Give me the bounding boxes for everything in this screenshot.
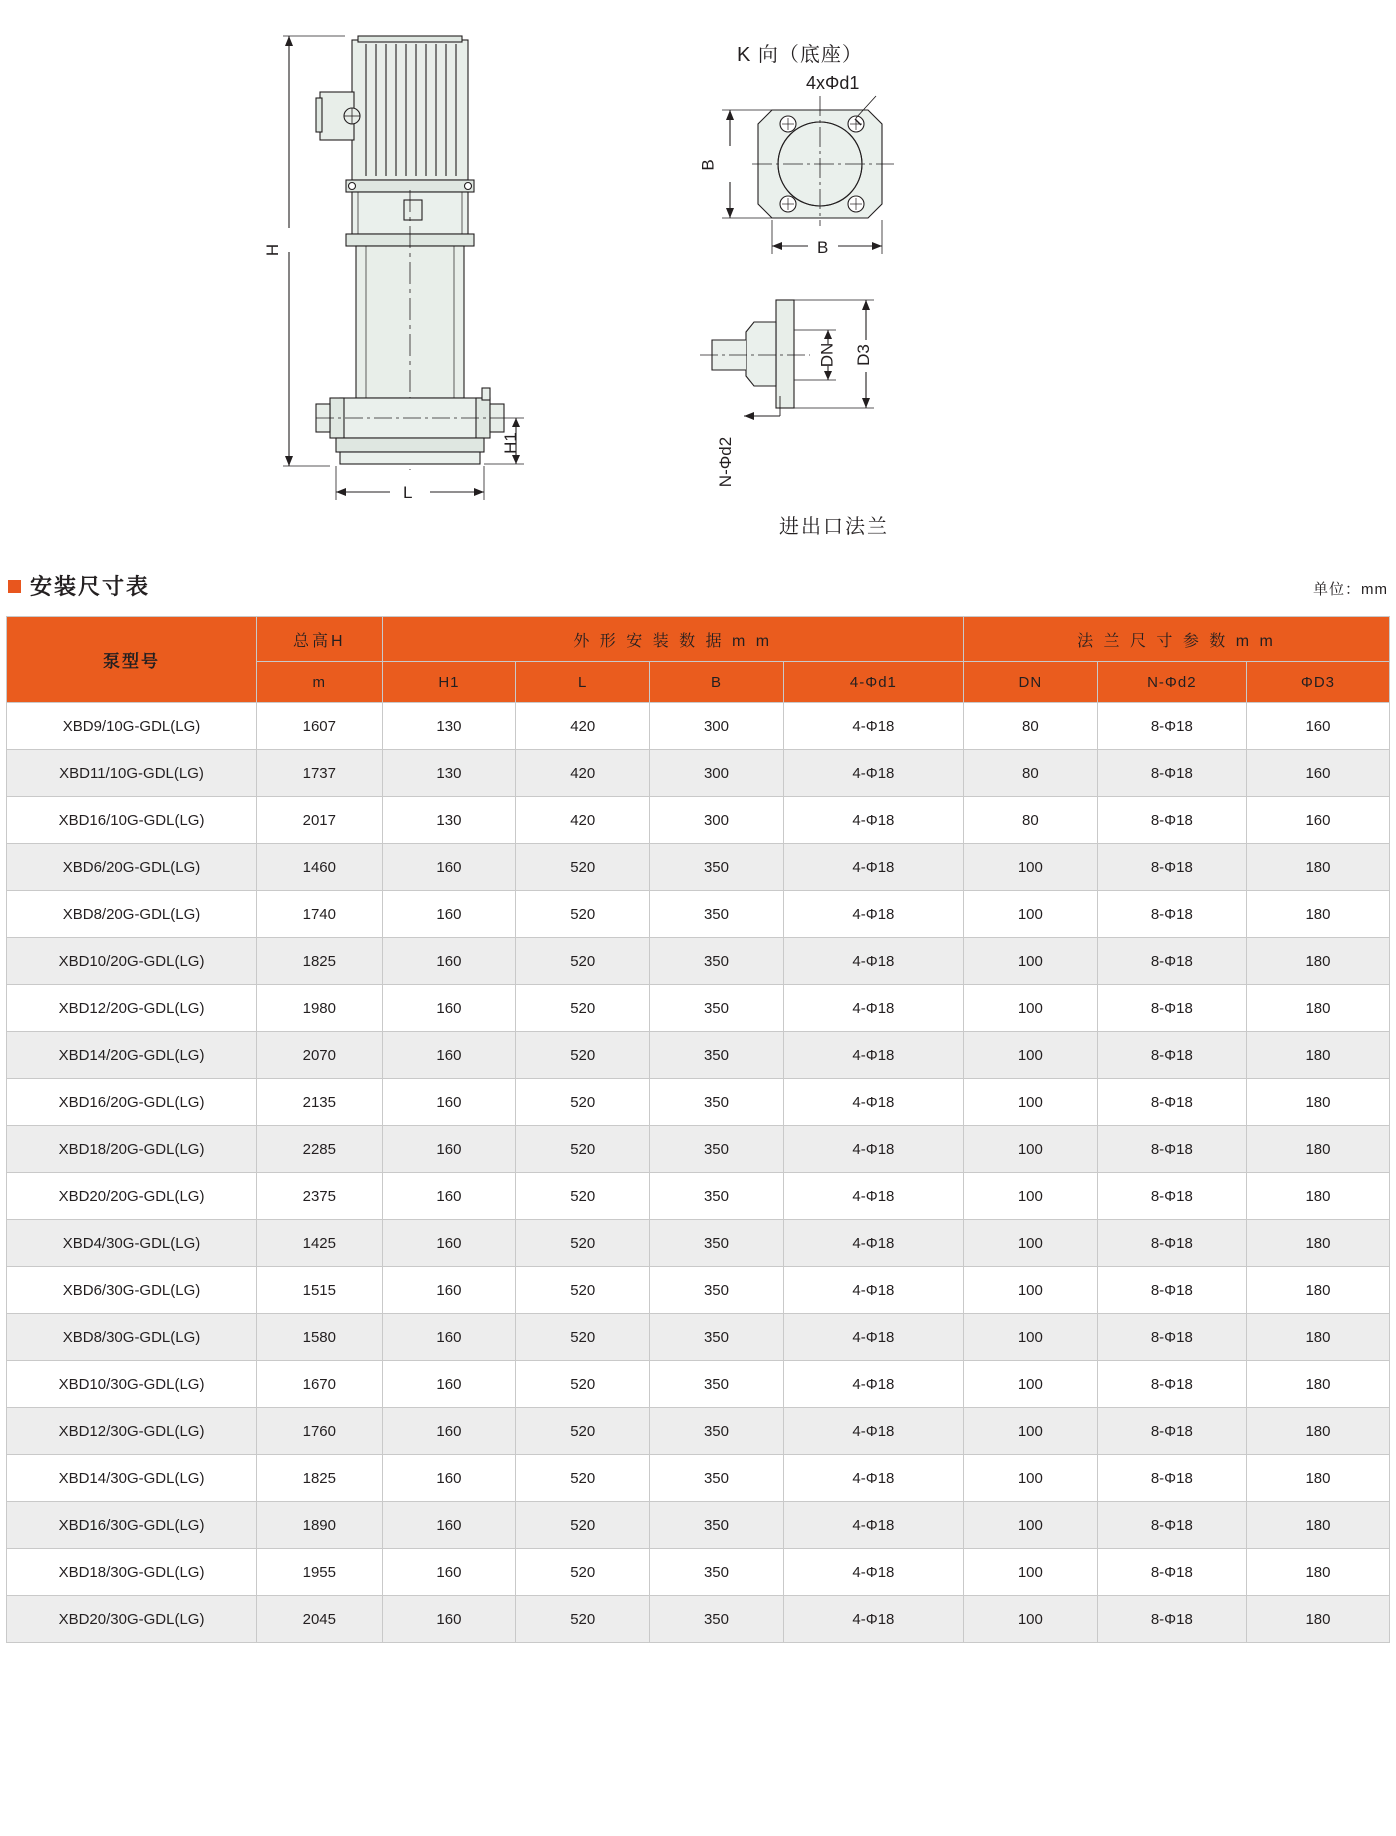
cell-h1: 130 — [382, 703, 516, 750]
cell-b: 350 — [650, 985, 784, 1032]
cell-d3: 180 — [1246, 1408, 1389, 1455]
table-row — [7, 1361, 1390, 1408]
cell-nd2: 8-Φ18 — [1097, 703, 1246, 750]
cell-d1: 4-Φ18 — [783, 1126, 963, 1173]
cell-h: 1955 — [257, 1549, 383, 1596]
cell-nd2: 8-Φ18 — [1097, 1267, 1246, 1314]
cell-l: 520 — [516, 938, 650, 985]
header-sub-h1: H1 — [382, 662, 516, 703]
cell-dn: 100 — [963, 1549, 1097, 1596]
cell-b: 350 — [650, 1502, 784, 1549]
cell-l: 420 — [516, 703, 650, 750]
cell-d1: 4-Φ18 — [783, 1455, 963, 1502]
cell-d3: 180 — [1246, 1502, 1389, 1549]
table-row — [7, 938, 1390, 985]
section-bullet-icon — [8, 580, 21, 593]
cell-dn: 100 — [963, 844, 1097, 891]
cell-l: 520 — [516, 1455, 650, 1502]
cell-d1: 4-Φ18 — [783, 1032, 963, 1079]
cell-l: 420 — [516, 750, 650, 797]
cell-l: 520 — [516, 1032, 650, 1079]
cell-h: 1580 — [257, 1314, 383, 1361]
table-row — [7, 1079, 1390, 1126]
cell-model: XBD10/20G-GDL(LG) — [7, 938, 257, 985]
cell-nd2: 8-Φ18 — [1097, 1126, 1246, 1173]
header-sub-b: B — [650, 662, 784, 703]
cell-d3: 180 — [1246, 985, 1389, 1032]
cell-nd2: 8-Φ18 — [1097, 1314, 1246, 1361]
cell-h1: 130 — [382, 797, 516, 844]
cell-d3: 160 — [1246, 797, 1389, 844]
cell-l: 520 — [516, 1220, 650, 1267]
cell-l: 520 — [516, 844, 650, 891]
cell-b: 300 — [650, 750, 784, 797]
cell-h: 1825 — [257, 938, 383, 985]
cell-h1: 160 — [382, 1596, 516, 1643]
cell-model: XBD4/30G-GDL(LG) — [7, 1220, 257, 1267]
cell-d3: 180 — [1246, 1596, 1389, 1643]
cell-d1: 4-Φ18 — [783, 1314, 963, 1361]
cell-d1: 4-Φ18 — [783, 844, 963, 891]
cell-dn: 100 — [963, 1267, 1097, 1314]
cell-model: XBD14/30G-GDL(LG) — [7, 1455, 257, 1502]
cell-b: 350 — [650, 1079, 784, 1126]
cell-d3: 180 — [1246, 844, 1389, 891]
dim-label-B-horizontal: B — [817, 238, 829, 257]
installation-dimensions-table — [6, 616, 1390, 1643]
cell-d1: 4-Φ18 — [783, 1079, 963, 1126]
cell-d3: 180 — [1246, 1173, 1389, 1220]
cell-nd2: 8-Φ18 — [1097, 1032, 1246, 1079]
cell-dn: 80 — [963, 703, 1097, 750]
cell-h1: 160 — [382, 938, 516, 985]
technical-drawing-area — [0, 0, 1396, 560]
table-row — [7, 1549, 1390, 1596]
dim-label-H1: H1 — [500, 432, 520, 454]
cell-model: XBD6/20G-GDL(LG) — [7, 844, 257, 891]
cell-d1: 4-Φ18 — [783, 985, 963, 1032]
table-row — [7, 1032, 1390, 1079]
cell-h: 1890 — [257, 1502, 383, 1549]
header-sub-m: m — [257, 662, 383, 703]
cell-b: 350 — [650, 1455, 784, 1502]
cell-d3: 180 — [1246, 1361, 1389, 1408]
cell-h: 2017 — [257, 797, 383, 844]
section-title: 安装尺寸表 — [30, 574, 151, 599]
cell-nd2: 8-Φ18 — [1097, 1596, 1246, 1643]
cell-h: 1737 — [257, 750, 383, 797]
cell-l: 520 — [516, 1173, 650, 1220]
cell-nd2: 8-Φ18 — [1097, 1408, 1246, 1455]
cell-l: 520 — [516, 1408, 650, 1455]
cell-nd2: 8-Φ18 — [1097, 844, 1246, 891]
cell-h: 1670 — [257, 1361, 383, 1408]
cell-dn: 100 — [963, 1361, 1097, 1408]
cell-model: XBD20/20G-GDL(LG) — [7, 1173, 257, 1220]
cell-dn: 100 — [963, 1220, 1097, 1267]
header-sub-nd2: N-Φd2 — [1097, 662, 1246, 703]
cell-d1: 4-Φ18 — [783, 1267, 963, 1314]
cell-nd2: 8-Φ18 — [1097, 1173, 1246, 1220]
cell-d3: 180 — [1246, 1126, 1389, 1173]
cell-nd2: 8-Φ18 — [1097, 1079, 1246, 1126]
cell-d1: 4-Φ18 — [783, 1502, 963, 1549]
cell-b: 350 — [650, 1361, 784, 1408]
cell-d1: 4-Φ18 — [783, 1361, 963, 1408]
table-row — [7, 891, 1390, 938]
cell-nd2: 8-Φ18 — [1097, 938, 1246, 985]
cell-dn: 100 — [963, 1314, 1097, 1361]
cell-h: 2285 — [257, 1126, 383, 1173]
table-row — [7, 1408, 1390, 1455]
section-header — [0, 560, 1396, 616]
header-group-outline: 外 形 安 装 数 据 m m — [382, 617, 963, 662]
cell-nd2: 8-Φ18 — [1097, 1502, 1246, 1549]
cell-d1: 4-Φ18 — [783, 1408, 963, 1455]
table-row — [7, 844, 1390, 891]
cell-h1: 160 — [382, 1314, 516, 1361]
cell-model: XBD20/30G-GDL(LG) — [7, 1596, 257, 1643]
cell-d3: 180 — [1246, 1032, 1389, 1079]
cell-nd2: 8-Φ18 — [1097, 1220, 1246, 1267]
cell-l: 520 — [516, 1502, 650, 1549]
cell-nd2: 8-Φ18 — [1097, 985, 1246, 1032]
table-row — [7, 1502, 1390, 1549]
cell-h1: 160 — [382, 1032, 516, 1079]
header-sub-d3: ΦD3 — [1246, 662, 1389, 703]
cell-nd2: 8-Φ18 — [1097, 1549, 1246, 1596]
cell-h1: 160 — [382, 1502, 516, 1549]
cell-dn: 80 — [963, 797, 1097, 844]
cell-dn: 100 — [963, 1502, 1097, 1549]
cell-model: XBD8/30G-GDL(LG) — [7, 1314, 257, 1361]
cell-dn: 100 — [963, 1455, 1097, 1502]
cell-h1: 160 — [382, 1126, 516, 1173]
cell-b: 350 — [650, 1032, 784, 1079]
cell-d3: 180 — [1246, 1079, 1389, 1126]
cell-b: 300 — [650, 797, 784, 844]
cell-h: 2070 — [257, 1032, 383, 1079]
cell-b: 350 — [650, 1220, 784, 1267]
cell-d3: 180 — [1246, 938, 1389, 985]
cell-d1: 4-Φ18 — [783, 891, 963, 938]
dim-label-DN: DN — [817, 342, 837, 368]
cell-h: 1825 — [257, 1455, 383, 1502]
table-row — [7, 703, 1390, 750]
cell-d3: 160 — [1246, 703, 1389, 750]
cell-dn: 80 — [963, 750, 1097, 797]
cell-d3: 180 — [1246, 1314, 1389, 1361]
cell-nd2: 8-Φ18 — [1097, 797, 1246, 844]
cell-b: 350 — [650, 844, 784, 891]
cell-d1: 4-Φ18 — [783, 797, 963, 844]
base-holes-label: 4xΦd1 — [806, 73, 860, 93]
cell-nd2: 8-Φ18 — [1097, 891, 1246, 938]
cell-h1: 160 — [382, 844, 516, 891]
cell-h1: 160 — [382, 891, 516, 938]
cell-h: 1460 — [257, 844, 383, 891]
cell-model: XBD12/20G-GDL(LG) — [7, 985, 257, 1032]
base-view-title: K 向（底座） — [737, 44, 863, 66]
flange-view-title: 进出口法兰 — [779, 516, 889, 538]
cell-b: 350 — [650, 1549, 784, 1596]
cell-d3: 180 — [1246, 1267, 1389, 1314]
table-row — [7, 750, 1390, 797]
cell-dn: 100 — [963, 1079, 1097, 1126]
cell-model: XBD16/20G-GDL(LG) — [7, 1079, 257, 1126]
cell-dn: 100 — [963, 938, 1097, 985]
cell-nd2: 8-Φ18 — [1097, 750, 1246, 797]
table-row — [7, 1267, 1390, 1314]
cell-b: 350 — [650, 1314, 784, 1361]
dim-label-B-vertical: B — [698, 159, 718, 171]
dim-label-H: H — [263, 243, 283, 257]
cell-model: XBD11/10G-GDL(LG) — [7, 750, 257, 797]
cell-l: 520 — [516, 1126, 650, 1173]
cell-h1: 160 — [382, 1455, 516, 1502]
cell-d3: 180 — [1246, 1455, 1389, 1502]
table-row — [7, 1220, 1390, 1267]
dim-label-D3: D3 — [853, 344, 873, 366]
cell-h1: 160 — [382, 1173, 516, 1220]
cell-dn: 100 — [963, 1596, 1097, 1643]
cell-b: 350 — [650, 1596, 784, 1643]
cell-b: 350 — [650, 1267, 784, 1314]
dim-label-N-d2: N-Φd2 — [716, 436, 736, 488]
cell-b: 350 — [650, 1408, 784, 1455]
cell-model: XBD6/30G-GDL(LG) — [7, 1267, 257, 1314]
cell-d3: 180 — [1246, 1220, 1389, 1267]
header-sub-d1: 4-Φd1 — [783, 662, 963, 703]
cell-b: 300 — [650, 703, 784, 750]
cell-h1: 160 — [382, 1220, 516, 1267]
cell-h: 1760 — [257, 1408, 383, 1455]
cell-model: XBD18/20G-GDL(LG) — [7, 1126, 257, 1173]
cell-d1: 4-Φ18 — [783, 1549, 963, 1596]
cell-h1: 160 — [382, 1408, 516, 1455]
cell-h: 2375 — [257, 1173, 383, 1220]
cell-model: XBD14/20G-GDL(LG) — [7, 1032, 257, 1079]
cell-dn: 100 — [963, 985, 1097, 1032]
header-group-flange: 法 兰 尺 寸 参 数 m m — [963, 617, 1389, 662]
cell-l: 520 — [516, 1314, 650, 1361]
cell-h: 2045 — [257, 1596, 383, 1643]
cell-model: XBD8/20G-GDL(LG) — [7, 891, 257, 938]
table-row — [7, 1173, 1390, 1220]
table-row — [7, 1455, 1390, 1502]
table-row — [7, 1596, 1390, 1643]
cell-h: 1740 — [257, 891, 383, 938]
table-header-row-1 — [7, 617, 1390, 662]
cell-d3: 160 — [1246, 750, 1389, 797]
cell-l: 520 — [516, 1267, 650, 1314]
cell-d1: 4-Φ18 — [783, 1173, 963, 1220]
cell-d1: 4-Φ18 — [783, 750, 963, 797]
cell-h1: 130 — [382, 750, 516, 797]
cell-dn: 100 — [963, 1032, 1097, 1079]
cell-dn: 100 — [963, 1408, 1097, 1455]
header-sub-dn: DN — [963, 662, 1097, 703]
table-row — [7, 985, 1390, 1032]
header-model: 泵型号 — [7, 617, 257, 703]
header-sub-l: L — [516, 662, 650, 703]
cell-nd2: 8-Φ18 — [1097, 1455, 1246, 1502]
cell-dn: 100 — [963, 1173, 1097, 1220]
cell-nd2: 8-Φ18 — [1097, 1361, 1246, 1408]
section-unit-note: 单位：mm — [1313, 581, 1388, 598]
cell-l: 520 — [516, 1596, 650, 1643]
table-row — [7, 1314, 1390, 1361]
cell-l: 520 — [516, 985, 650, 1032]
cell-h: 2135 — [257, 1079, 383, 1126]
cell-model: XBD12/30G-GDL(LG) — [7, 1408, 257, 1455]
cell-l: 520 — [516, 1079, 650, 1126]
cell-model: XBD9/10G-GDL(LG) — [7, 703, 257, 750]
cell-b: 350 — [650, 891, 784, 938]
cell-h1: 160 — [382, 1549, 516, 1596]
cell-model: XBD16/10G-GDL(LG) — [7, 797, 257, 844]
cell-d1: 4-Φ18 — [783, 703, 963, 750]
cell-l: 420 — [516, 797, 650, 844]
cell-h: 1980 — [257, 985, 383, 1032]
cell-h1: 160 — [382, 1267, 516, 1314]
cell-model: XBD10/30G-GDL(LG) — [7, 1361, 257, 1408]
cell-d3: 180 — [1246, 891, 1389, 938]
cell-d3: 180 — [1246, 1549, 1389, 1596]
cell-b: 350 — [650, 938, 784, 985]
cell-h: 1515 — [257, 1267, 383, 1314]
cell-l: 520 — [516, 1549, 650, 1596]
cell-b: 350 — [650, 1173, 784, 1220]
header-total-height: 总高H — [257, 617, 383, 662]
cell-d1: 4-Φ18 — [783, 1596, 963, 1643]
table-row — [7, 1126, 1390, 1173]
cell-h1: 160 — [382, 1361, 516, 1408]
cell-h: 1425 — [257, 1220, 383, 1267]
table-body — [7, 703, 1390, 1643]
cell-dn: 100 — [963, 891, 1097, 938]
cell-l: 520 — [516, 891, 650, 938]
cell-h1: 160 — [382, 985, 516, 1032]
cell-d1: 4-Φ18 — [783, 1220, 963, 1267]
cell-h1: 160 — [382, 1079, 516, 1126]
pump-dimension-drawings — [0, 0, 1396, 560]
cell-l: 520 — [516, 1361, 650, 1408]
dim-label-L: L — [403, 483, 413, 502]
cell-dn: 100 — [963, 1126, 1097, 1173]
cell-h: 1607 — [257, 703, 383, 750]
cell-model: XBD18/30G-GDL(LG) — [7, 1549, 257, 1596]
cell-b: 350 — [650, 1126, 784, 1173]
cell-model: XBD16/30G-GDL(LG) — [7, 1502, 257, 1549]
cell-d1: 4-Φ18 — [783, 938, 963, 985]
table-row — [7, 797, 1390, 844]
